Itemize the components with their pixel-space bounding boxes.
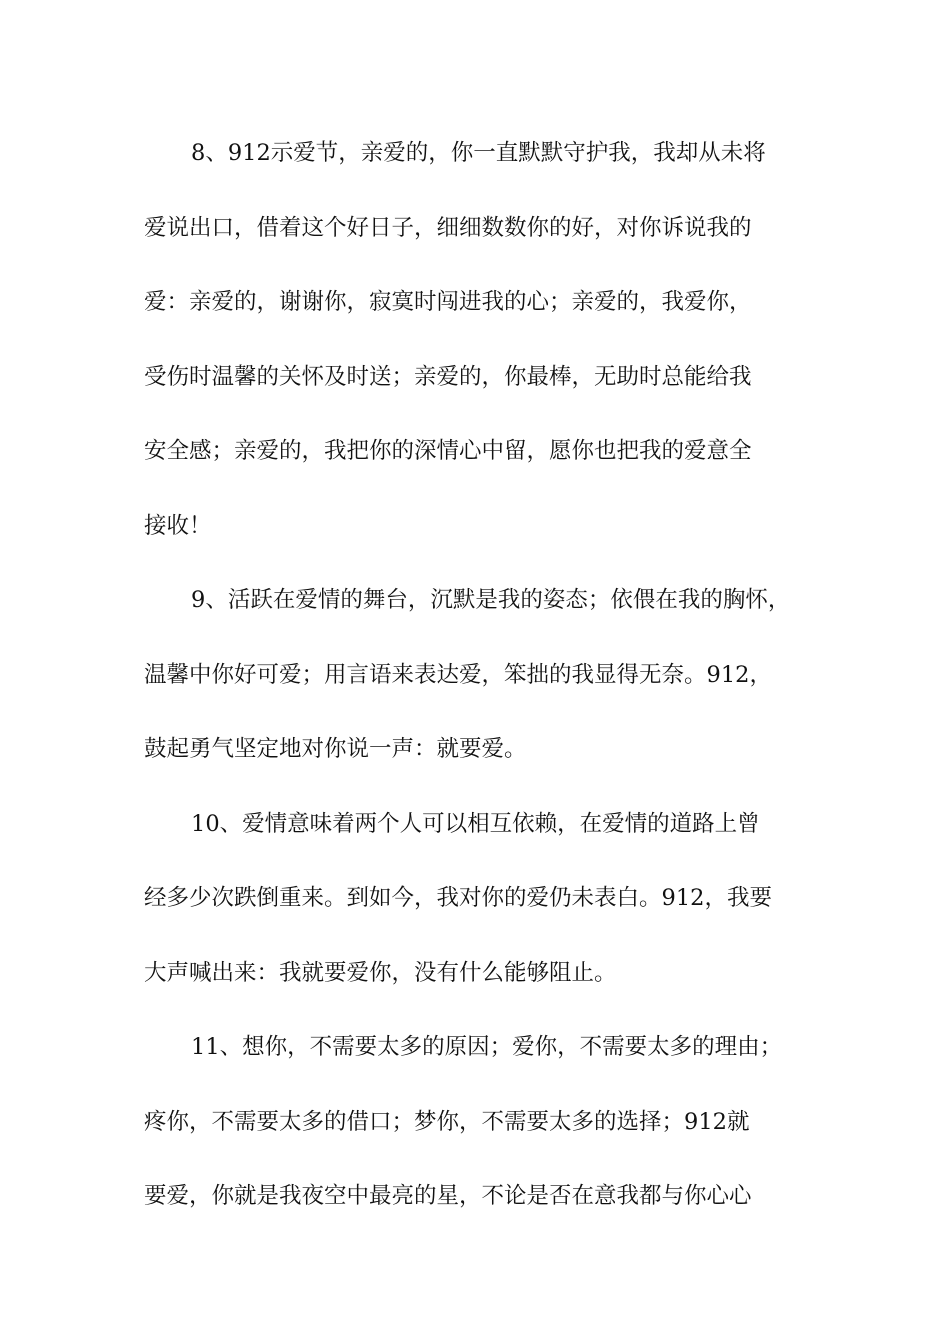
paragraph-8 bbox=[144, 131, 814, 578]
text-line: 10、爱情意味着两个人可以相互依赖，在爱情的道路上曾 bbox=[191, 810, 760, 837]
paragraph-11 bbox=[144, 1025, 814, 1249]
document-body bbox=[144, 131, 814, 1249]
text-line: 要爱，你就是我夜空中最亮的星，不论是否在意我都与你心心 bbox=[144, 1183, 752, 1209]
text-line: 11、想你，不需要太多的原因；爱你，不需要太多的理由； bbox=[191, 1034, 783, 1060]
text-line: 鼓起勇气坚定地对你说一声：就要爱。 bbox=[144, 736, 527, 762]
text-line: 接收！ bbox=[144, 512, 212, 539]
paragraph-10 bbox=[144, 802, 814, 1026]
text-line: 经多少次跌倒重来。到如今，我对你的爱仍未表白。912，我要 bbox=[144, 885, 772, 911]
text-line: 9、活跃在爱情的舞台，沉默是我的姿态；依偎在我的胸怀， bbox=[191, 587, 791, 613]
text-line: 爱说出口，借着这个好日子，细细数数你的好，对你诉说我的 bbox=[144, 214, 752, 241]
text-line: 安全感；亲爱的，我把你的深情心中留，愿你也把我的爱意全 bbox=[144, 438, 752, 464]
paragraph-9 bbox=[144, 578, 814, 802]
text-line: 温馨中你好可爱；用言语来表达爱，笨拙的我显得无奈。912， bbox=[144, 661, 772, 688]
text-line: 爱：亲爱的，谢谢你，寂寞时闯进我的心；亲爱的，我爱你， bbox=[144, 289, 752, 315]
text-line: 受伤时温馨的关怀及时送；亲爱的，你最棒，无助时总能给我 bbox=[144, 363, 752, 390]
text-line: 疼你，不需要太多的借口；梦你，不需要太多的选择；912就 bbox=[144, 1108, 750, 1135]
text-line: 大声喊出来：我就要爱你，没有什么能够阻止。 bbox=[144, 959, 617, 986]
text-line: 8、912示爱节，亲爱的，你一直默默守护我，我却从未将 bbox=[191, 140, 766, 166]
